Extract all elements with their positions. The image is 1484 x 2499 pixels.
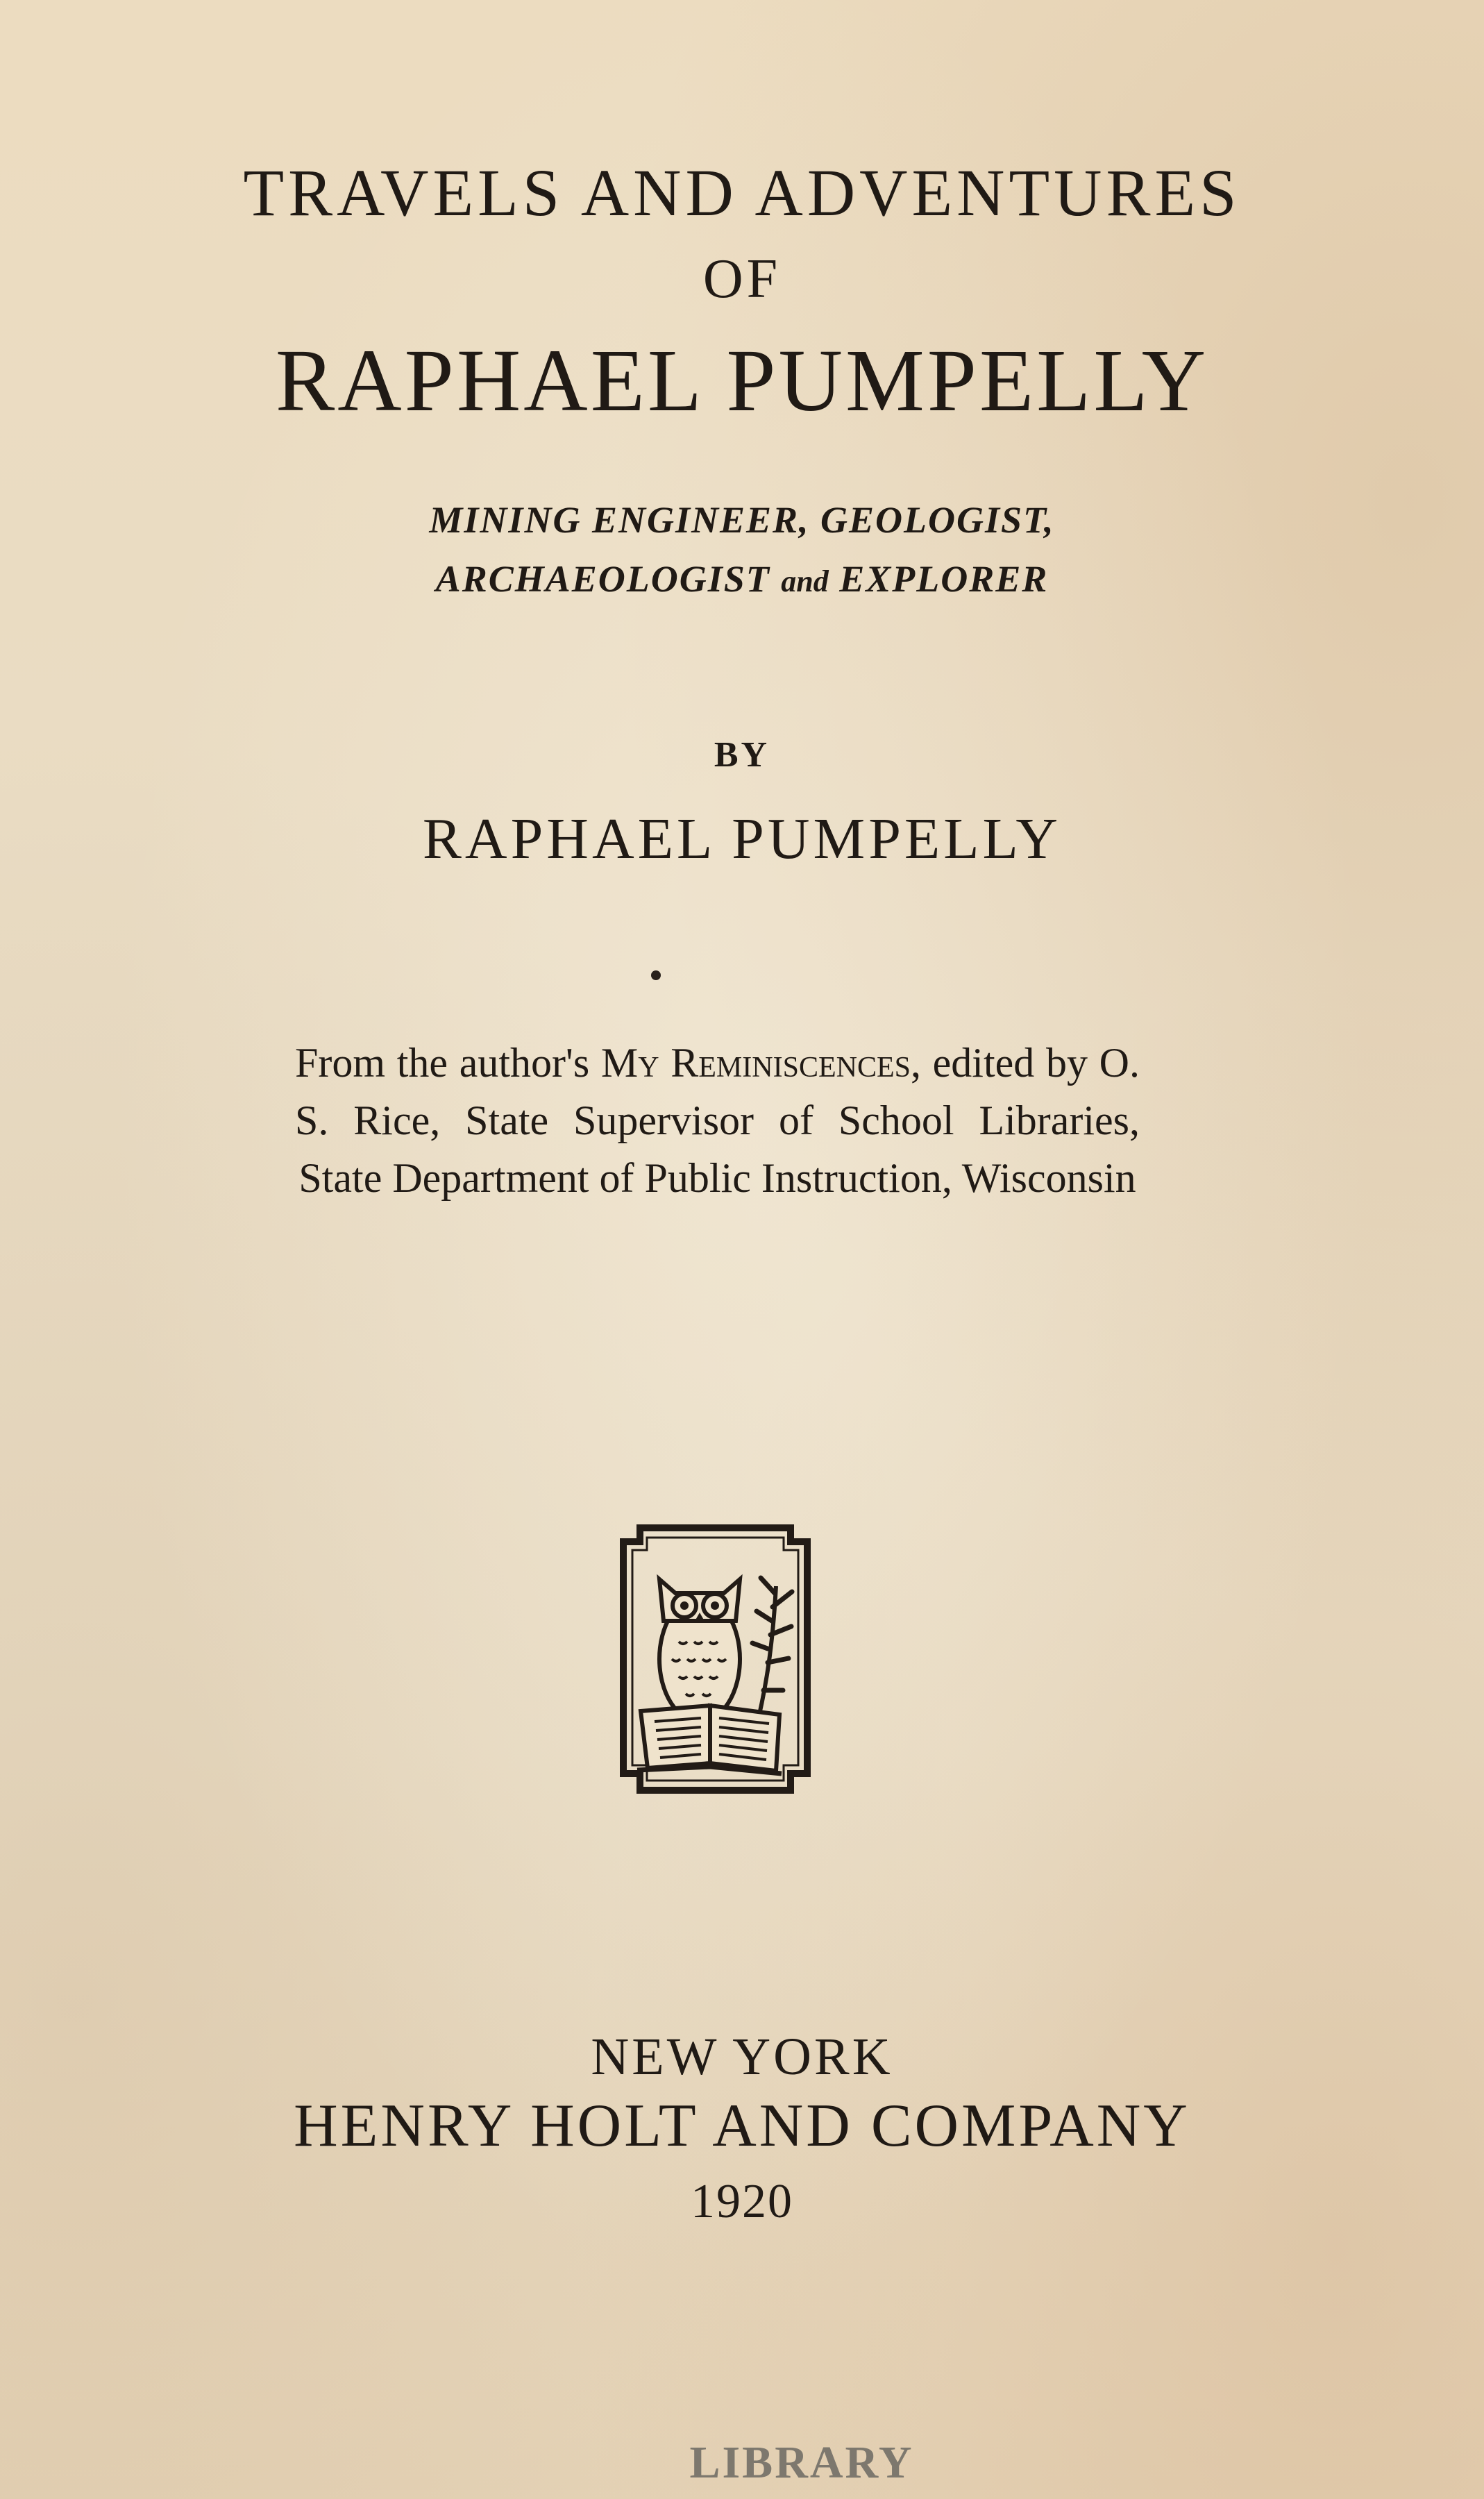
library-stamp: LIBRARY [689,2437,914,2488]
imprint-publisher: HENRY HOLT AND COMPANY [294,2092,1190,2160]
owl-on-open-book-icon [616,1524,814,1794]
byline-author: RAPHAEL PUMPELLY [422,807,1062,871]
ornament-dot [651,970,661,980]
source-note-prefix: From the author's [295,1040,590,1086]
imprint-place: NEW YORK [591,2028,893,2086]
subtitle-and: and [781,564,829,598]
source-note [295,1034,1140,1207]
source-note-work-title: My Reminiscences, [600,1040,921,1086]
imprint-year: 1920 [691,2175,793,2228]
title-line-3: RAPHAEL PUMPELLY [275,331,1209,430]
subtitle-line-2 [0,557,1484,600]
subtitle-line-1: MINING ENGINEER, GEOLOGIST, [429,499,1055,541]
subtitle-archaeologist: ARCHAEOLOGIST [435,558,770,600]
source-note-rest: edited by O. S. Rice, State Supervisor of School Libraries, State Department of Public Instruction, Wisconsin [295,1040,1140,1201]
subtitle-explorer: EXPLORER [839,558,1049,600]
title-line-1: TRAVELS AND ADVENTURES [243,155,1241,230]
byline-by: BY [714,735,770,775]
title-line-2: OF [702,249,782,310]
